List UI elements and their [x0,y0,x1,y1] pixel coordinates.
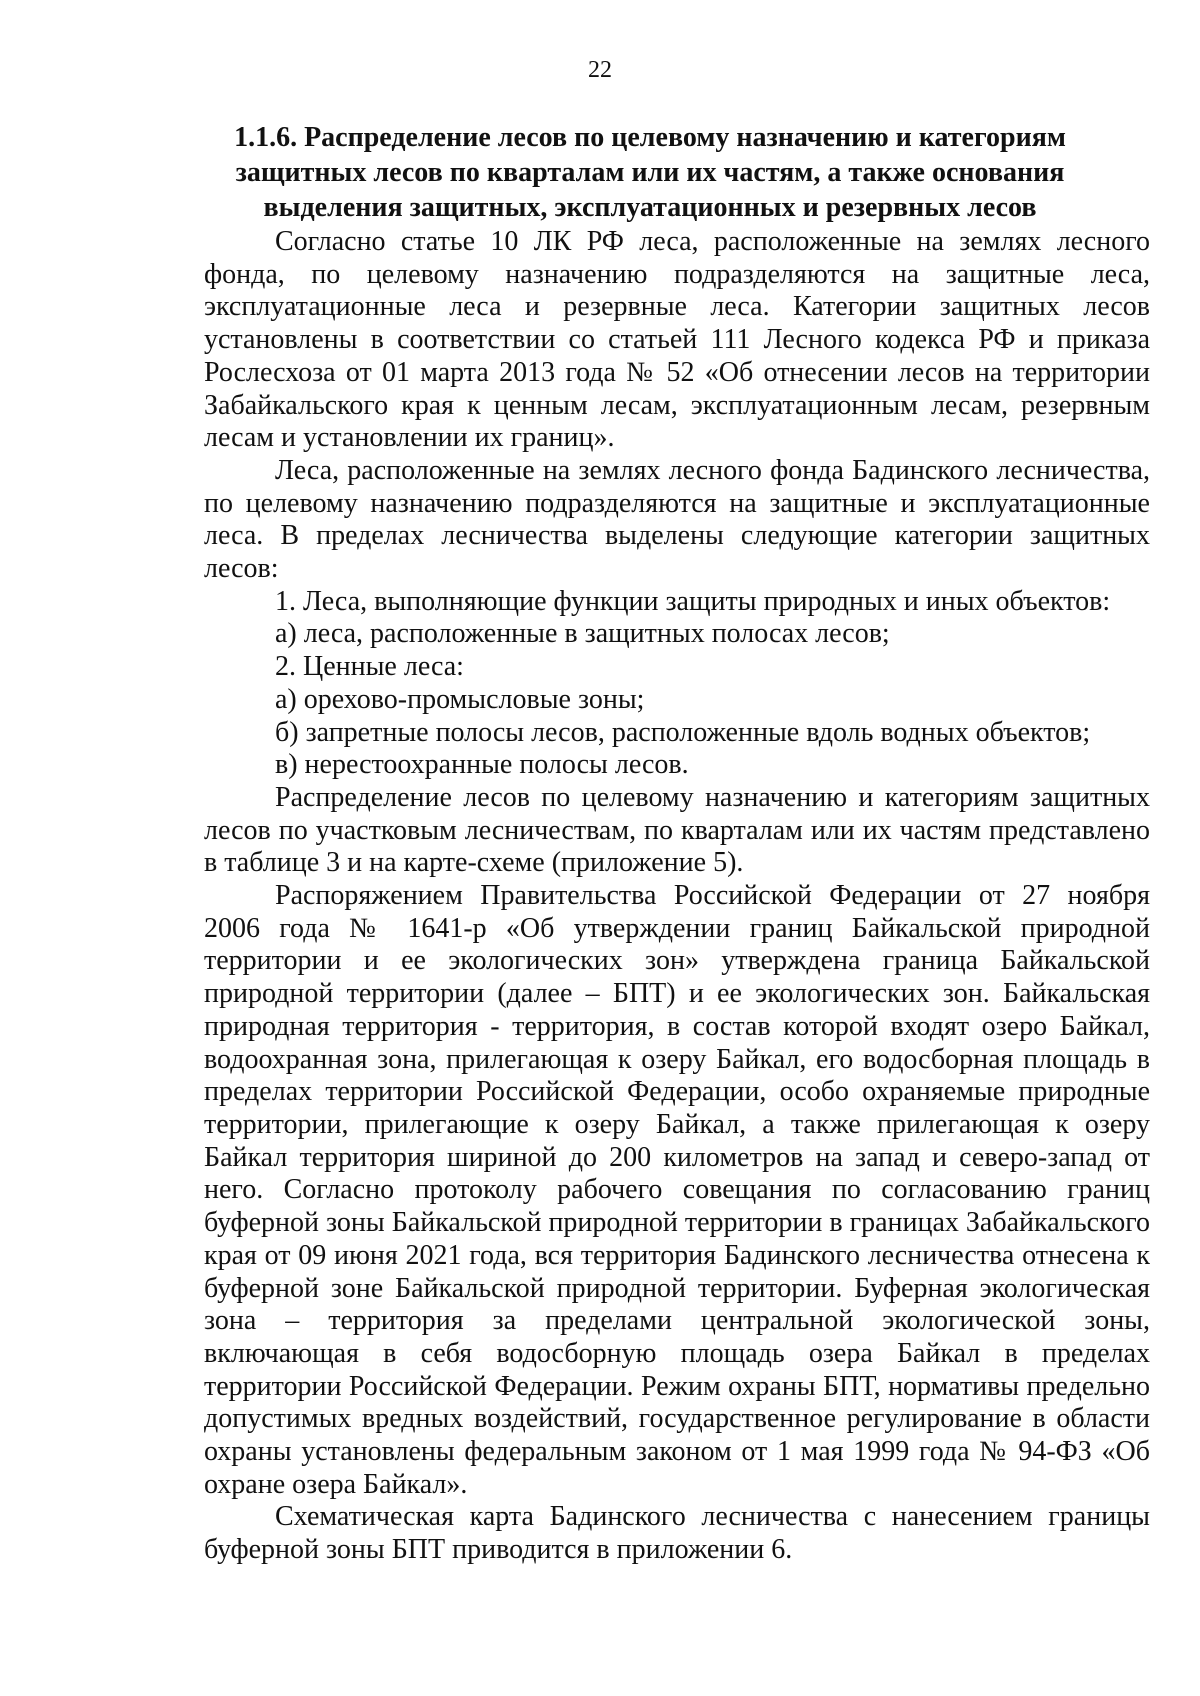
paragraph: Согласно статье 10 ЛК РФ леса, расположенные на землях лесного фонда, по целевому назначению подразделяются на защитные леса, эксплуатационные леса и резервные леса. Категории защитных лесов установлены в соответствии со статьей 111 Лесного кодекса РФ и приказа Рослесхоза от 01 марта 2013 года № 52 «Об отнесении лесов на территории Забайкальского края к ценным лесам, эксплуатационным лесам, резервным лесам и установлении их границ». [204,226,1150,454]
list-item: а) орехово-промысловые зоны; [275,683,645,715]
paragraph: Распределение лесов по целевому назначению и категориям защитных лесов по участковым лесничествам, по кварталам или их частям представлено в таблице 3 и на карте-схеме (приложение 5). [204,781,1150,879]
paragraph: Схематическая карта Бадинского лесничества с нанесением границы буферной зоны БПТ приводится в приложении 6. [204,1501,1150,1566]
list-item: б) запретные полосы лесов, расположенные вдоль водных объектов; [275,716,1091,748]
document-body [204,226,1150,1567]
paragraph: Леса, расположенные на землях лесного фонда Бадинского лесничества, по целевому назначению подразделяются на защитные и эксплуатационные леса. В пределах лесничества выделены следующие категории защитных лесов: [204,454,1150,585]
page-number: 22 [588,57,612,83]
list-item: 1. Леса, выполняющие функции защиты природных и иных объектов: [275,585,1111,617]
list-item: а) леса, расположенные в защитных полосах лесов; [275,618,890,650]
list-item: 2. Ценные леса: [275,651,464,683]
section-heading: 1.1.6. Распределение лесов по целевому назначению и категориям защитных лесов по кварталам или их частям, а также основания выделения защитных, эксплуатационных и резервных лесов [234,122,1066,223]
paragraph: Распоряжением Правительства Российской Федерации от 27 ноября 2006 года № 1641-р «Об утверждении границ Байкальской природной территории и ее экологических зон» утверждена граница Байкальской природной территории (далее – БПТ) и ее экологических зон. Байкальская природная территория - территория, в состав которой входят озеро Байкал, водоохранная зона, прилегающая к озеру Байкал, его водосборная площадь в пределах территории Российской Федерации, особо охраняемые природные территории, прилегающие к озеру Байкал, а также прилегающая к озеру Байкал территория шириной до 200 километров на запад и северо-запад от него. Согласно протоколу рабочего совещания по согласованию границ буферной зоны Байкальской природной территории в границах Забайкальского края от 09 июня 2021 года, вся территория Бадинского лесничества отнесена к буферной зоне Байкальской природной территории. Буферная экологическая зона – территория за пределами центральной экологической зоны, включающая в себя водосборную площадь озера Байкал в пределах территории Российской Федерации. Режим охраны БПТ, нормативы предельно допустимых вредных воздействий, государственное регулирование в области охраны установлены федеральным законом от 1 мая 1999 года № 94-ФЗ «Об охране озера Байкал». [204,880,1150,1500]
list-item: в) нерестоохранные полосы лесов. [275,749,689,781]
